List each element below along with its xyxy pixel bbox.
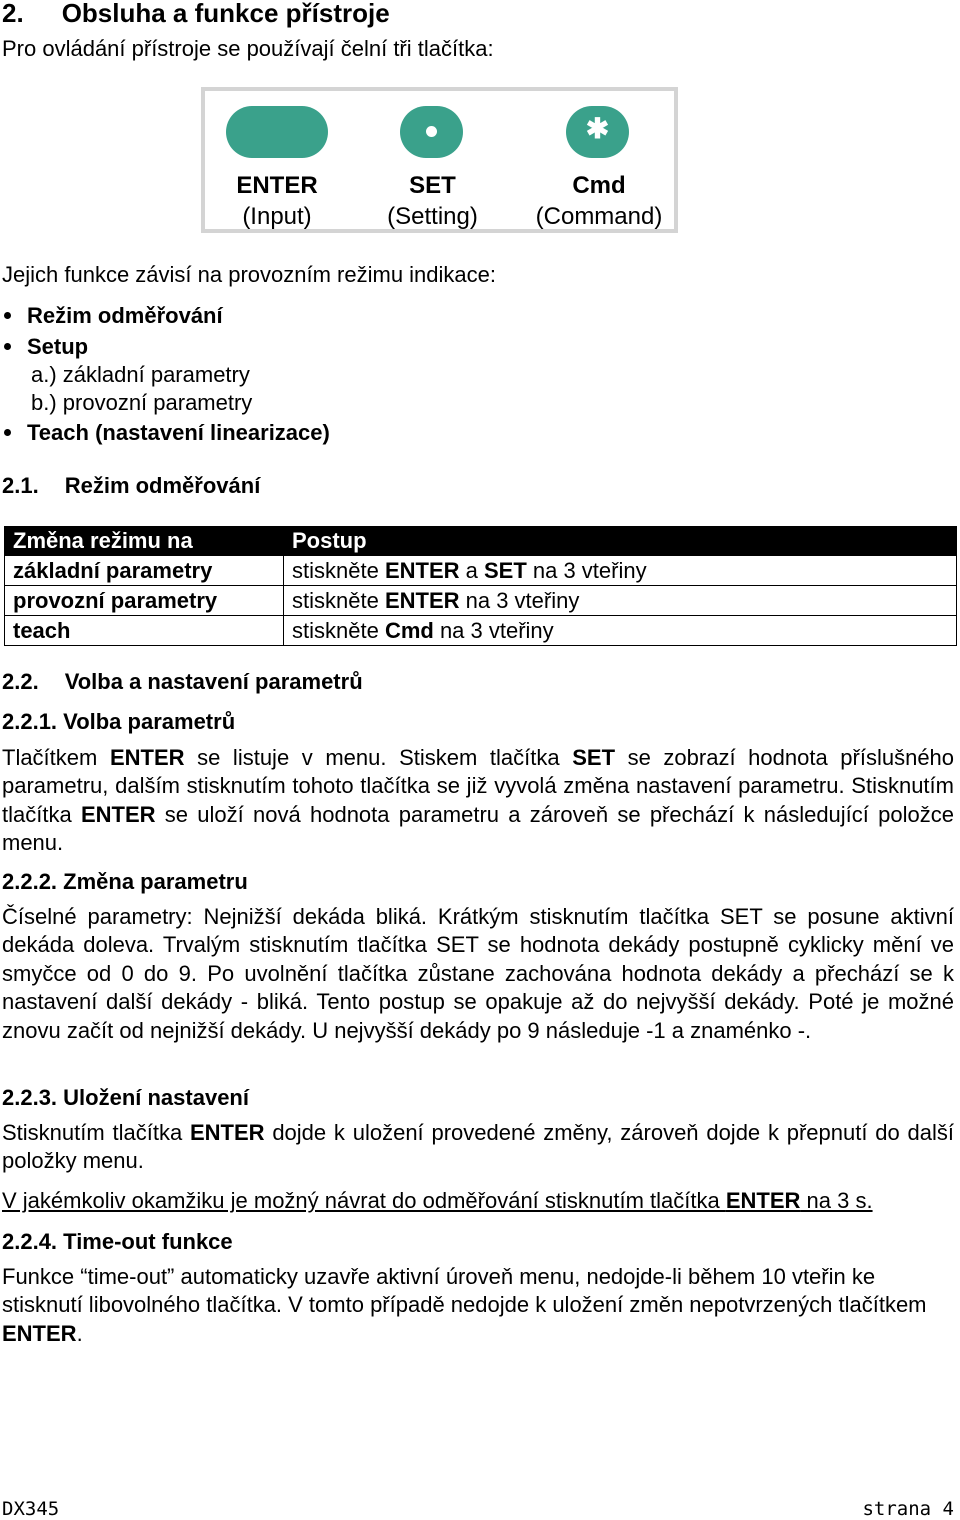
mode-table xyxy=(4,526,957,646)
section-2-2-1-heading: 2.2.1. Volba parametrů xyxy=(2,709,236,734)
bullet-teach xyxy=(4,420,330,446)
section-2-2-2-heading: 2.2.2. Změna parametru xyxy=(2,869,248,894)
table-cell: stiskněte ENTER na 3 vteřiny xyxy=(284,586,957,616)
enter-label: ENTER xyxy=(236,172,318,199)
set-sublabel: (Setting) xyxy=(387,203,478,230)
bullet-setup xyxy=(4,334,88,360)
table-cell: stiskněte Cmd na 3 vteřiny xyxy=(284,616,957,646)
table-header: Změna režimu na xyxy=(5,527,284,556)
table-cell: teach xyxy=(5,616,284,646)
paragraph-2-2-3-note: V jakémkoliv okamžiku je možný návrat do odměřování stisknutím tlačítka ENTER na 3 s. xyxy=(2,1188,873,1213)
set-label: SET xyxy=(409,172,456,199)
section-2-1-heading xyxy=(2,473,260,499)
paragraph-2-2-2: Číselné parametry: Nejnižší dekáda bliká. Krátkým stisknutím tlačítka SET se posune aktivní dekáda doleva. Trvalým stisknutím tlačítka SET se hodnota dekády postupně cyklicky mění ve smyčce od 0 do 9. Po uvolnění tlačítka zůstane zachována hodnota dekády a přechází se k nastavení další dekády - bliká. Tento postup se opakuje až do nejvyšší dekády. Poté je možné znovu začít od nejnižší dekády. U nejvyšší dekády po 9 následuje -1 a znaménko -. xyxy=(2,904,954,1043)
section-title: Režim odměřování xyxy=(64,473,261,498)
heading-title: Obsluha a funkce přístroje xyxy=(61,0,390,28)
bullet-label: Režim odměřování xyxy=(27,303,223,328)
paragraph-2-2-1: Tlačítkem ENTER se listuje v menu. Stiskem tlačítka SET se zobrazí hodnota příslušného parametru, dalším stisknutím tohoto tlačítka se již vyvolá změna nastavení parametru. Stisknutím tlačítka ENTER se uloží nová hodnota parametru a zároveň se přechází k následující položce menu. xyxy=(2,745,955,856)
cmd-label: Cmd xyxy=(572,172,626,199)
asterisk-icon: ✱ xyxy=(585,113,610,144)
section-number: 2.2. xyxy=(2,669,39,694)
page-heading xyxy=(2,0,390,29)
cmd-sublabel: (Command) xyxy=(535,203,663,230)
section-2-2-4-heading: 2.2.4. Time-out funkce xyxy=(2,1229,233,1254)
button-panel xyxy=(201,87,678,233)
footer-doc-id: DX345 xyxy=(2,1498,60,1520)
setup-b: b.) provozní parametry xyxy=(31,390,253,415)
table-cell: provozní parametry xyxy=(5,586,284,616)
table-cell: stiskněte ENTER a SET na 3 vteřiny xyxy=(284,556,957,586)
section-title: Volba a nastavení parametrů xyxy=(64,669,363,694)
heading-number: 2. xyxy=(2,0,24,28)
bullet-icon xyxy=(4,429,11,436)
bullet-icon xyxy=(4,343,11,350)
enter-button-graphic xyxy=(226,106,328,158)
table-cell: základní parametry xyxy=(5,556,284,586)
footer-page-number: strana 4 xyxy=(862,1498,954,1520)
dot-icon xyxy=(426,126,437,137)
cmd-button-graphic xyxy=(566,106,629,158)
paragraph-2-2-3: Stisknutím tlačítka ENTER dojde k uložení provedené změny, zároveň dojde k přepnutí do další položky menu. xyxy=(2,1120,954,1174)
section-number: 2.1. xyxy=(2,473,39,498)
section-2-2-heading xyxy=(2,669,363,695)
table-row xyxy=(5,586,957,616)
table-row xyxy=(5,616,957,646)
modes-intro: Jejich funkce závisí na provozním režimu indikace: xyxy=(2,262,496,287)
table-header: Postup xyxy=(284,527,957,556)
intro-text: Pro ovládání přístroje se používají čelní tři tlačítka: xyxy=(2,36,494,61)
setup-a: a.) základní parametry xyxy=(31,362,250,387)
section-2-2-3-heading: 2.2.3. Uložení nastavení xyxy=(2,1085,249,1110)
table-row xyxy=(5,556,957,586)
set-button-graphic xyxy=(400,106,463,158)
bullet-label: Teach (nastavení linearizace) xyxy=(27,420,330,445)
bullet-label: Setup xyxy=(27,334,89,359)
paragraph-2-2-4: Funkce “time-out” automaticky uzavře aktivní úroveň menu, nedojde-li během 10 vteřin ke stisknutí libovolného tlačítka. V tomto případě nedojde k uložení změn nepotvrzených tlačítkem ENTER. xyxy=(2,1264,927,1346)
bullet-mereni xyxy=(4,303,223,329)
table-header-row xyxy=(5,527,957,556)
bullet-icon xyxy=(4,312,11,319)
enter-sublabel: (Input) xyxy=(242,203,312,230)
